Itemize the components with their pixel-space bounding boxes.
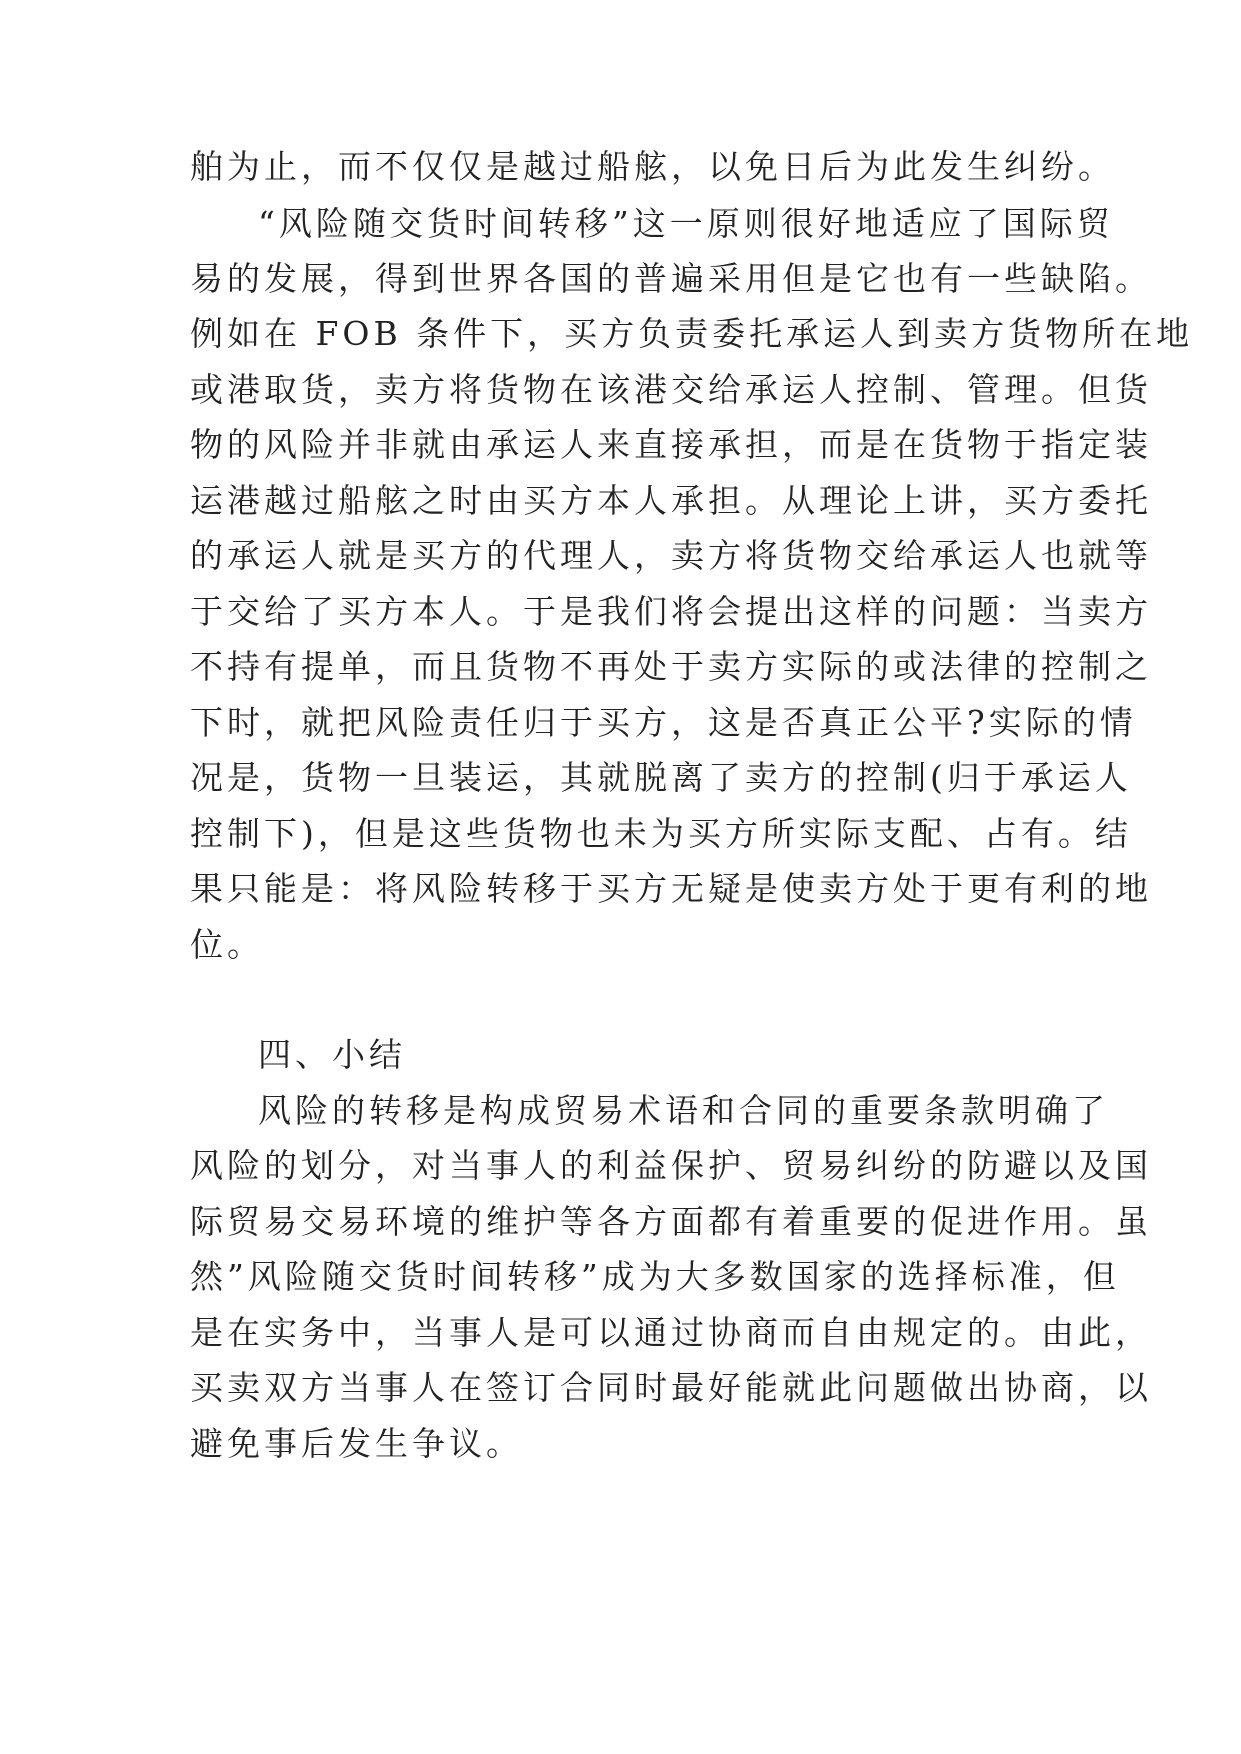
text-line: 控制下)，但是这些货物也未为买方所实际支配、占有。结 [190,814,1132,853]
text-line: 例如在 FOB 条件下，买方负责委托承运人到卖方货物所在地 [190,314,1194,353]
text-line: 或港取货，卖方将货物在该港交给承运人控制、管理。但货 [190,370,1152,409]
text-line: 运港越过船舷之时由买方本人承担。从理论上讲，买方委托 [190,481,1152,520]
text-line: 位。 [190,925,264,964]
text-line: 物的风险并非就由承运人来直接承担，而是在货物于指定装 [190,425,1152,464]
text-line: 下时，就把风险责任归于买方，这是否真正公平?实际的情 [190,703,1137,742]
text-line: 买卖双方当事人在签订合同时最好能就此问题做出协商，以 [190,1368,1152,1407]
paragraph-start-line: “风险随交货时间转移”这一原则很好地适应了国际贸 [258,204,1114,243]
paragraph-start-line: 风险的转移是构成贸易术语和合同的重要条款明确了 [258,1091,1109,1130]
text-line: 于交给了买方本人。于是我们将会提出这样的问题：当卖方 [190,592,1152,631]
text-line: 是在实务中，当事人是可以通过协商而自由规定的。由此， [190,1313,1152,1352]
section-heading: 四、小结 [258,1035,406,1074]
text-line: 果只能是：将风险转移于买方无疑是使卖方处于更有利的地 [190,869,1152,908]
text-line: 易的发展，得到世界各国的普遍采用但是它也有一些缺陷。 [190,259,1152,298]
text-line: 风险的划分，对当事人的利益保护、贸易纠纷的防避以及国 [190,1146,1152,1185]
text-line: 避免事后发生争议。 [190,1424,523,1463]
text-line: 况是，货物一旦装运，其就脱离了卖方的控制(归于承运人 [190,758,1132,797]
text-line: 舶为止，而不仅仅是越过船舷，以免日后为此发生纠纷。 [190,147,1115,186]
text-line: 不持有提单，而且货物不再处于卖方实际的或法律的控制之 [190,647,1152,686]
text-line: 际贸易交易环境的维护等各方面都有着重要的促进作用。虽 [190,1202,1152,1241]
text-line: 的承运人就是买方的代理人，卖方将货物交给承运人也就等 [190,536,1152,575]
text-line: 然”风险随交货时间转移”成为大多数国家的选择标准，但 [190,1257,1120,1296]
